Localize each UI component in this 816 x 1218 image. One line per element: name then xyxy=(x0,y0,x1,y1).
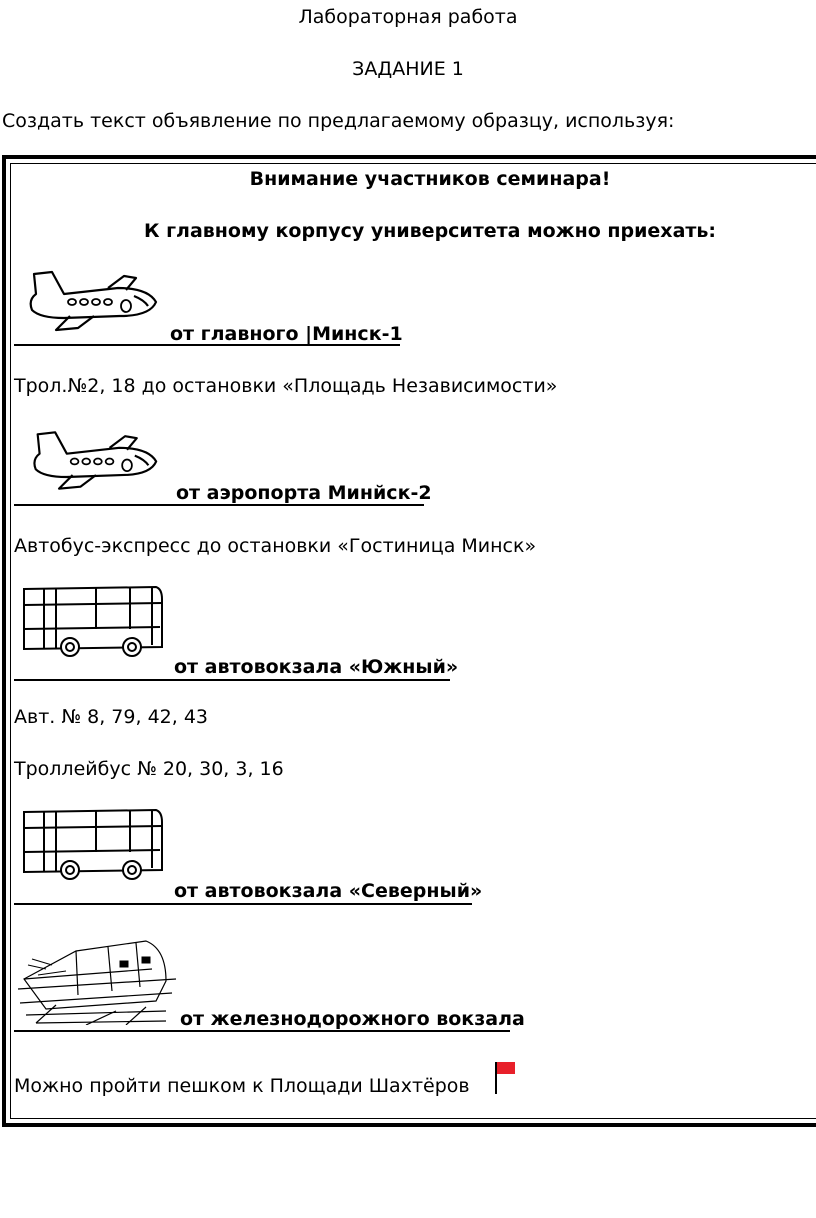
route-label-minsk2: от аэропорта Минйск-2 xyxy=(176,482,432,504)
airplane-icon xyxy=(26,428,162,492)
notice-heading: Внимание участников семинара! xyxy=(249,168,611,190)
route-details: Авт. № 8, 79, 42, 43 xyxy=(14,706,208,728)
bus-icon xyxy=(20,808,164,884)
route-label-north-station: от автовокзала «Северный» xyxy=(174,880,483,902)
route-label-minsk1: от главного |Минск-1 xyxy=(170,323,403,345)
task-intro: Создать текст объявление по предлагаемому образцу, используя: xyxy=(2,110,675,132)
route-label-railway-station: от железнодорожного вокзала xyxy=(180,1008,525,1030)
route-label-south-station: от автовокзала «Южный» xyxy=(174,656,459,678)
flag-icon xyxy=(494,1060,518,1096)
airplane-icon xyxy=(22,268,162,333)
task-title: ЗАДАНИЕ 1 xyxy=(352,58,464,80)
route-details: Троллейбус № 20, 30, 3, 16 xyxy=(14,758,284,780)
document-title: Лабораторная работа xyxy=(298,6,518,28)
train-icon xyxy=(16,935,178,1025)
bus-icon xyxy=(20,585,164,661)
notice-subheading: К главному корпусу университета можно приехать: xyxy=(143,220,717,242)
walking-note: Можно пройти пешком к Площади Шахтёров xyxy=(14,1075,470,1097)
route-details: Автобус-экспресс до остановки «Гостиница Минск» xyxy=(14,535,537,557)
route-details: Трол.№2, 18 до остановки «Площадь Независимости» xyxy=(14,375,558,397)
